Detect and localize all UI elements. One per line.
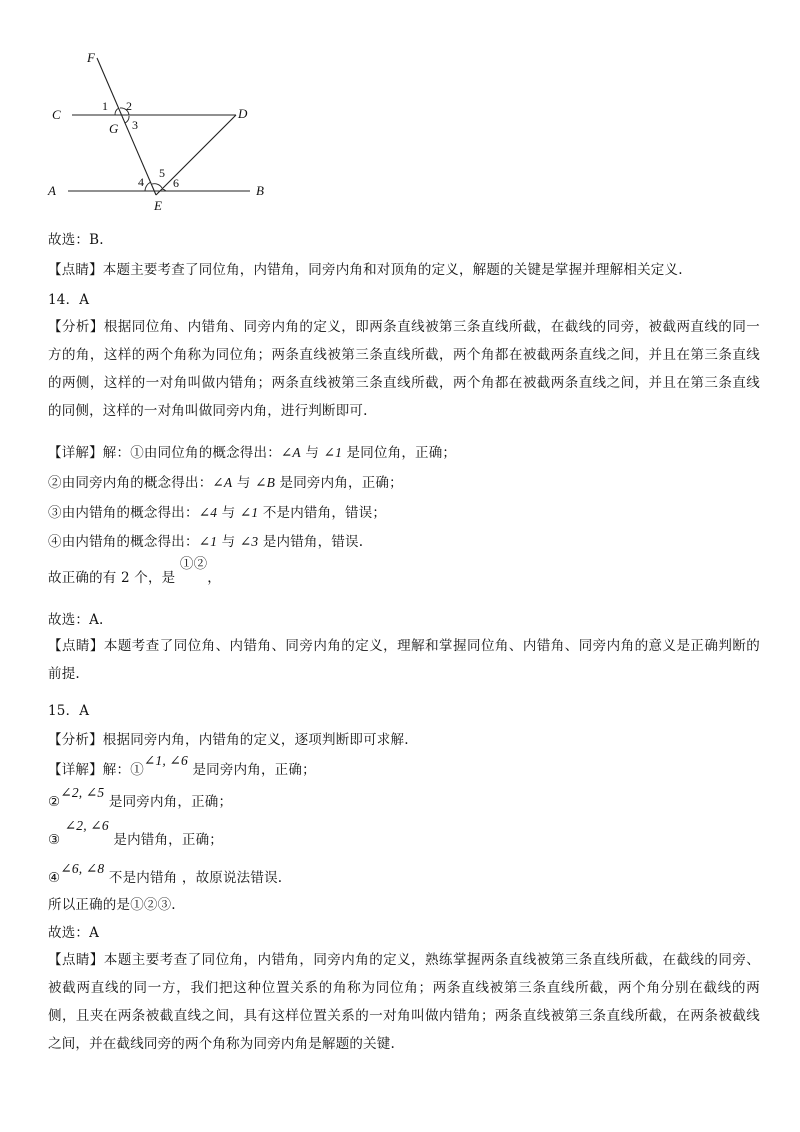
- q14-detail-4-text: ④由内错角的概念得出：: [48, 534, 199, 550]
- label-b: B: [256, 183, 264, 198]
- label-angle-5: 5: [159, 166, 165, 180]
- q14-detail-4-math-b: ∠3: [239, 534, 259, 549]
- q15-analysis: 【分析】根据同旁内角，内错角的定义，逐项判断即可求解.: [48, 732, 409, 748]
- q15-detail-2: [48, 785, 233, 810]
- q14-detail-3-result: 不是内错角，错误；: [258, 505, 387, 521]
- label-angle-2: 2: [126, 99, 132, 113]
- label-e: E: [154, 198, 162, 213]
- q15-comment: 【点睛】本题主要考查了同位角，内错角，同旁内角的定义，熟练掌握两条直线被第三条直线所截，在截线的同旁、被截两直线的同一方，我们把这种位置关系的角称为同位角；两条直线被第三条直线所截，两个角分别在截线的两侧，且夹在两条被截直线之间，具有这样位置关系的一对角叫做内错角；两条直线被第三条直线所截，在两条被截线之间，并在截线同旁的两个角称为同旁内角是解题的关键.: [48, 952, 760, 1052]
- q14-count-text: 故正确的有 2 个，是: [48, 570, 180, 586]
- angle-arc-3: [125, 116, 129, 123]
- q14-count: [48, 556, 221, 586]
- q14-detail-3-text: ③由内错角的概念得出：: [48, 505, 199, 521]
- q15-detail-3-result: 是内错角，正确；: [108, 832, 223, 848]
- q14-detail-4-math-a: ∠1: [198, 534, 218, 549]
- q14-detail-1-math-a: ∠A: [280, 445, 301, 460]
- q15-detail-1: [48, 753, 316, 778]
- q15-detail-3-text: ③: [48, 832, 65, 848]
- q14-comment: 【点睛】本题考查了同位角、内错角、同旁内角的定义，理解和掌握同位角、内错角、同旁内角的意义是正确判断的前提.: [48, 638, 760, 682]
- q15-detail-1-text: 【详解】解：①: [48, 762, 144, 778]
- q14-detail-1-result: 是同位角，正确；: [342, 445, 457, 461]
- q15-detail-1-math: ∠1, ∠6: [143, 753, 188, 768]
- label-f: F: [87, 50, 95, 65]
- q14-detail-3-math-b: ∠1: [239, 505, 259, 520]
- label-a: A: [48, 183, 56, 198]
- label-angle-3: 3: [132, 118, 138, 132]
- q15-detail-4: [48, 861, 283, 886]
- q15-header: 15．A: [48, 703, 90, 719]
- q14-detail-1-mid: 与: [300, 445, 324, 461]
- q13-answer: 故选：B.: [48, 232, 104, 248]
- label-angle-1: 1: [102, 99, 108, 113]
- q14-detail-3: [48, 501, 386, 521]
- q13-comment: 【点睛】本题主要考查了同位角，内错角，同旁内角和对顶角的定义，解题的关键是掌握并理解相关定义.: [48, 262, 683, 278]
- q15-detail-2-math: ∠2, ∠5: [60, 785, 105, 800]
- q15-detail-2-result: 是同旁内角，正确；: [104, 794, 233, 810]
- q14-detail-4: [48, 530, 363, 550]
- q14-detail-4-mid: 与: [217, 534, 240, 550]
- q14-detail-2: [48, 471, 403, 491]
- q14-detail-2-mid: 与: [232, 475, 256, 491]
- q15-detail-4-math: ∠6, ∠8: [60, 861, 105, 876]
- q15-detail-3-math: ∠2, ∠6: [64, 818, 109, 833]
- angle-arc-5: [152, 184, 162, 188]
- label-g: G: [109, 121, 119, 136]
- q14-detail-1-text: 【详解】解：①由同位角的概念得出：: [48, 445, 281, 461]
- line-fe: [97, 58, 156, 195]
- q14-detail-2-math-a: ∠A: [212, 475, 233, 490]
- q14-answer: 故选：A.: [48, 612, 104, 628]
- q14-detail-2-text: ②由同旁内角的概念得出：: [48, 475, 213, 491]
- q14-detail-3-math-a: ∠4: [198, 505, 218, 520]
- q15-detail-2-text: ②: [48, 794, 61, 810]
- q15-detail-3: [48, 818, 223, 848]
- geometry-figure: [40, 40, 280, 215]
- q14-header: 14．A: [48, 292, 90, 308]
- q14-detail-1-math-b: ∠1: [323, 445, 343, 460]
- q14-detail-3-mid: 与: [217, 505, 240, 521]
- q14-detail-2-result: 是同旁内角，正确；: [275, 475, 403, 491]
- label-angle-6: 6: [173, 176, 179, 190]
- q15-so: 所以正确的是①②③.: [48, 897, 176, 913]
- line-de: [156, 115, 236, 195]
- q14-detail-4-result: 是内错角，错误.: [258, 534, 364, 550]
- q15-detail-4-text: ④: [48, 870, 61, 886]
- angle-arc-4: [145, 182, 151, 191]
- q15-detail-4-result: 不是内错角 ，故原说法错误.: [104, 870, 283, 886]
- label-d: D: [238, 106, 248, 121]
- q14-analysis: 【分析】根据同位角、内错角、同旁内角的定义，即两条直线被第三条直线所截，在截线的同旁，被截两直线的同一方的角，这样的两个角称为同位角；两条直线被第三条直线所截，两个角都在被截两条直线之间，并且在第三条直线的两侧，这样的一对角叫做内错角；两条直线被第三条直线所截，两个角都在被截两条直线之间，并且在第三条直线的同侧，这样的一对角叫做同旁内角，进行判断即可.: [48, 319, 760, 419]
- label-angle-4: 4: [138, 175, 144, 189]
- q15-answer: 故选：A: [48, 925, 100, 941]
- geometry-diagram: [40, 40, 280, 215]
- q14-detail-2-math-b: ∠B: [255, 475, 276, 490]
- q14-detail-1: [48, 441, 456, 461]
- label-c: C: [52, 107, 61, 122]
- q14-count-math: ①②: [179, 556, 208, 572]
- q14-count-comma: ，: [207, 570, 221, 586]
- q15-detail-1-result: 是同旁内角，正确；: [187, 762, 316, 778]
